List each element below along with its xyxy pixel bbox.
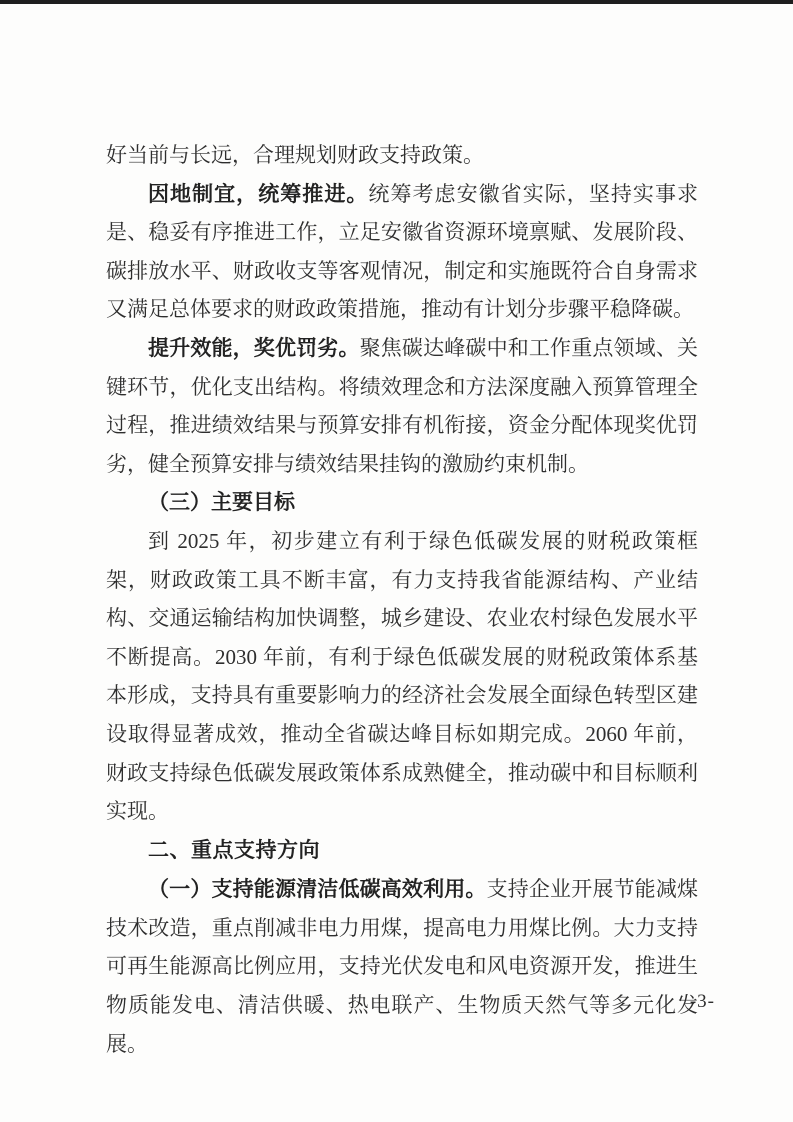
text-segment: （三）主要目标 [148,490,295,515]
text-segment: 支持企业开展节能减煤技术改造，重点削减非电力用煤，提高电力用煤比例。大力支持可再生能源高比例应用，支持光伏发电和风电资源开发，推进生物质能发电、清洁供暖、热电联产、生物质天然气等多元化发展。 [106,877,699,1056]
text-segment: 提升效能，奖优罚劣。 [148,335,360,360]
text-segment: 到 2025 年，初步建立有利于绿色低碳发展的财税政策框架，财政政策工具不断丰富，有力支持我省能源结构、产业结构、交通运输结构加快调整，城乡建设、农业农村绿色发展水平不断提高。2030 年前，有利于绿色低碳发展的财税政策体系基本形成，支持具有重要影响力的经济社会发展全面绿色转型区建设取得显著成效，推动全省碳达峰目标如期完成。2060 年前，财政支持绿色低碳发展政策体系成熟健全，推动碳中和目标顺利实现。 [106,528,698,824]
text-segment: 因地制宜，统筹推进。 [148,181,369,206]
scan-edge-artifact [0,0,793,4]
text-segment: （一）支持能源清洁低碳高效利用。 [148,877,487,902]
para-principle-efficiency [106,329,698,483]
para-goals-timeline [106,522,698,831]
heading-key-support-directions [106,831,698,871]
text-segment: 统筹考虑安徽省实际，坚持实事求是、稳妥有序推进工作，立足安徽省资源环境禀赋、发展阶段、碳排放水平、财政收支等客观情况，制定和实施既符合自身需求又满足总体要求的财政政策措施，推动有计划分步骤平稳降碳。 [106,181,699,322]
document-body [106,136,698,1063]
text-segment: 二、重点支持方向 [148,838,320,862]
page-number: -3- [689,991,715,1012]
text-segment: 好当前与长远，合理规划财政支持政策。 [106,143,484,167]
para-continuation [106,136,698,175]
para-support-clean-energy [106,870,698,1063]
heading-main-goals [106,483,698,522]
text-segment: 聚焦碳达峰碳中和工作重点领域、关键环节，优化支出结构。将绩效理念和方法深度融入预算管理全过程，推进绩效结果与预算安排有机衔接，资金分配体现奖优罚劣，健全预算安排与绩效结果挂钩的激励约束机制。 [106,335,699,476]
para-principle-adapt-local [106,175,698,329]
